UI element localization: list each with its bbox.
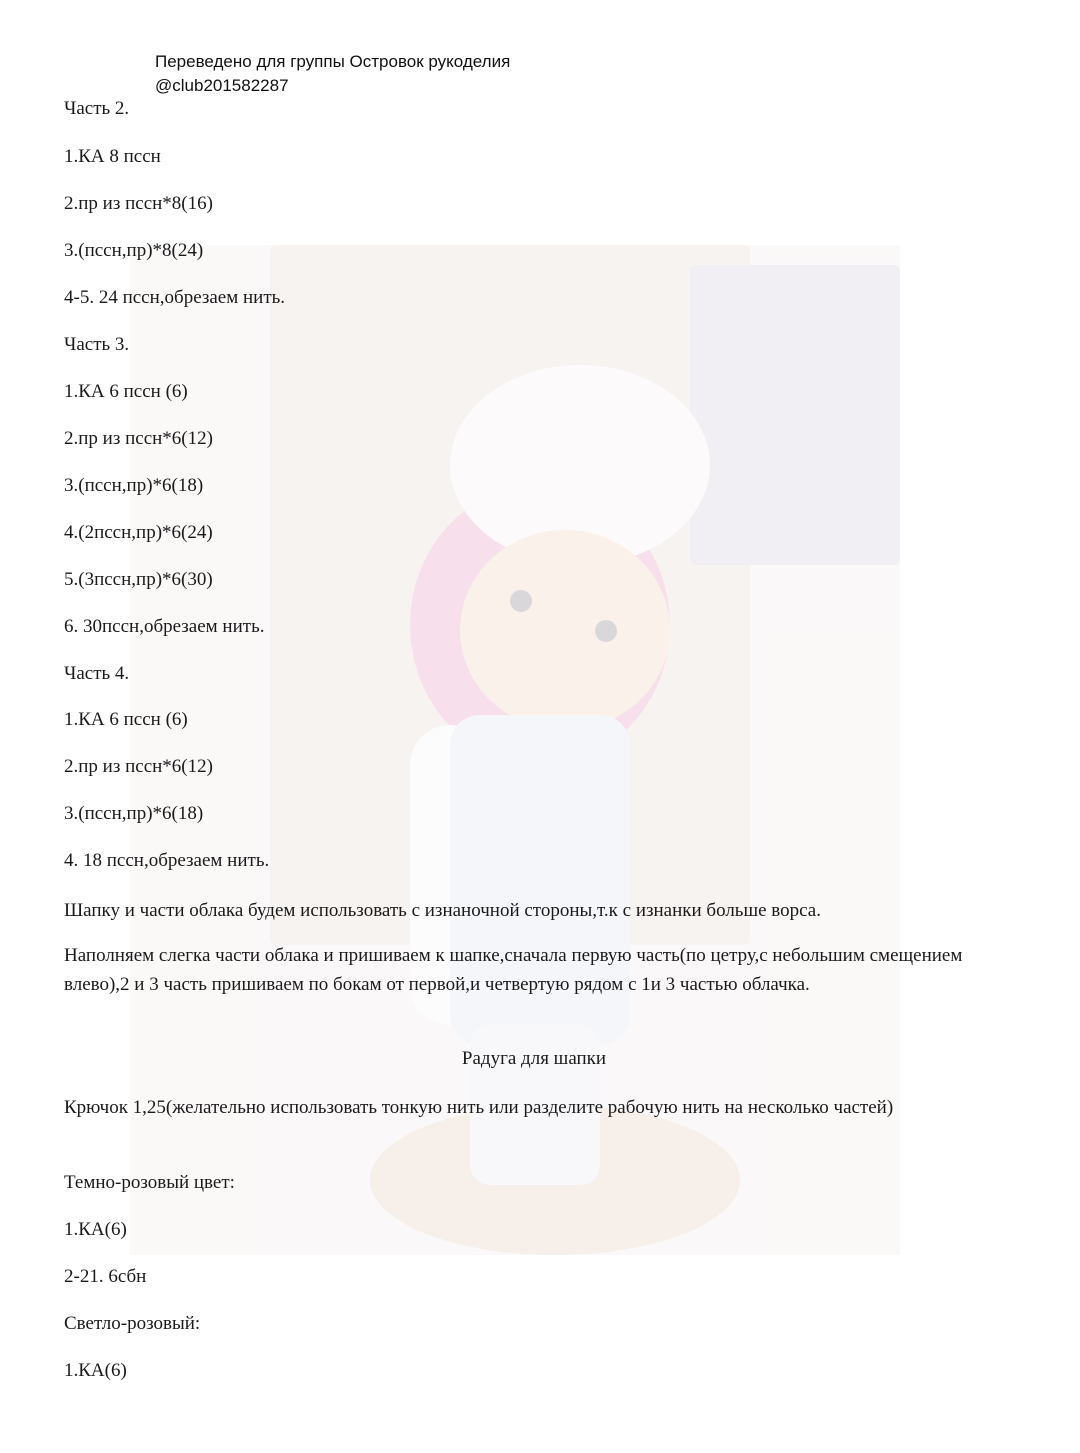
pattern-row: 2.пр из пссн*6(12) <box>64 428 213 449</box>
section-title: Радуга для шапки <box>461 1048 607 1069</box>
pattern-row: 5.(3пссн,пр)*6(30) <box>64 569 213 590</box>
pattern-row: 1.КА(6) <box>64 1219 127 1240</box>
color-heading: Темно-розовый цвет: <box>64 1172 235 1193</box>
pattern-row: 4-5. 24 пссн,обрезаем нить. <box>64 287 286 308</box>
part-3-heading: Часть 3. <box>64 334 130 355</box>
pattern-row: 4.(2пссн,пр)*6(24) <box>64 522 213 543</box>
header-group-line: Переведено для группы Островок рукоделия <box>155 52 511 71</box>
doll-eye-right <box>595 620 617 642</box>
pattern-row: 3.(пссн,пр)*8(24) <box>64 240 204 261</box>
pattern-row: 2.пр из пссн*6(12) <box>64 756 213 777</box>
pattern-row: 1.КА(6) <box>64 1360 127 1381</box>
instruction-paragraph: Крючок 1,25(желательно использовать тонкую нить или разделите рабочую нить на несколько частей) <box>64 1097 894 1118</box>
pattern-row: 2-21. 6сбн <box>64 1266 147 1287</box>
pattern-row: 2.пр из пссн*8(16) <box>64 193 213 214</box>
doll-face-shape <box>460 530 670 730</box>
pattern-row: 1.КА 8 пссн <box>64 146 161 167</box>
header-club-id: @club201582287 <box>155 76 289 95</box>
part-2-heading: Часть 2. <box>64 98 130 119</box>
part-4-heading: Часть 4. <box>64 663 130 684</box>
pattern-row: 3.(пссн,пр)*6(18) <box>64 803 204 824</box>
pattern-row: 1.КА 6 пссн (6) <box>64 709 188 730</box>
pattern-row: 1.КА 6 пссн (6) <box>64 381 188 402</box>
pattern-row: 6. 30пссн,обрезаем нить. <box>64 616 265 637</box>
instruction-paragraph: Наполняем слегка части облака и пришиваем к шапке,сначала первую часть(по цетру,с небольшим смещением влево),2 и 3 часть пришиваем по бокам от первой,и четвертую рядом с 1и 3 частью облачка. <box>64 945 963 995</box>
translation-header <box>155 50 510 98</box>
photo-shelf-shape <box>690 265 900 565</box>
pattern-row: 4. 18 пссн,обрезаем нить. <box>64 850 270 871</box>
instruction-paragraph: Шапку и части облака будем использовать с изнаночной стороны,т.к с изнанки больше ворса. <box>64 900 821 921</box>
doll-eye-left <box>510 590 532 612</box>
color-heading: Светло-розовый: <box>64 1313 201 1334</box>
pattern-row: 3.(пссн,пр)*6(18) <box>64 475 204 496</box>
